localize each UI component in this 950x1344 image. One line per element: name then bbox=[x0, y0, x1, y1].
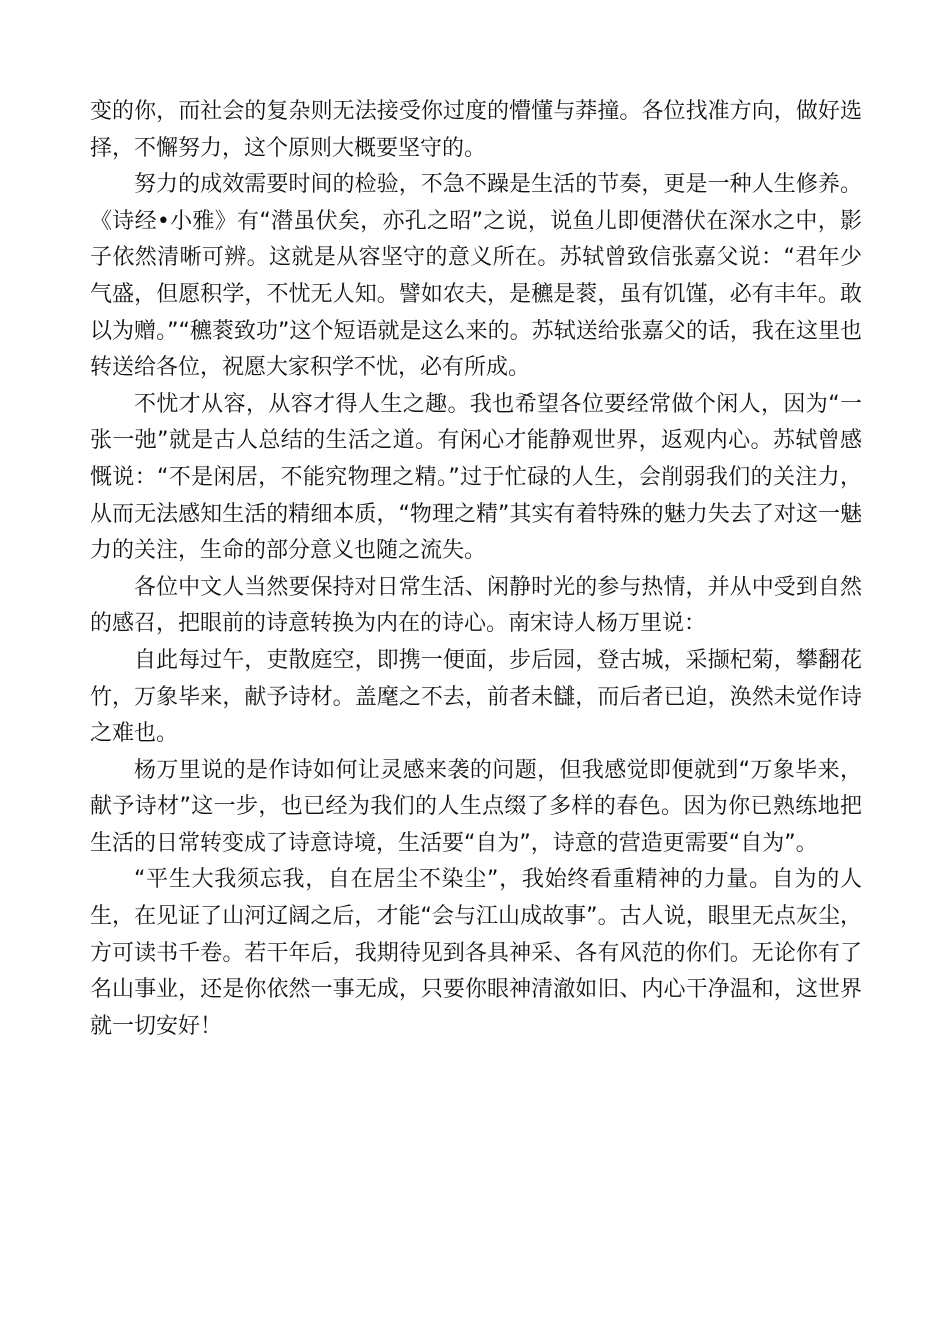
paragraph-closing: “平生大我须忘我，自在居尘不染尘”，我始终看重精神的力量。自为的人生，在见证了山河辽阔之后，才能“会与江山成故事”。古人说，眼里无点灰尘，方可读书千卷。若干年后，我期待见到各具神采、各有风范的你们。无论你有了名山事业，还是你依然一事无成，只要你眼神清澈如旧、内心干净温和，这世界就一切安好！ bbox=[90, 867, 862, 1039]
paragraph-quotation: 自此每过午，吏散庭空，即携一便面，步后园，登古城，采撷杞菊，攀翻花竹，万象毕来，献予诗材。盖麾之不去，前者未讎，而后者已迫，涣然未觉作诗之难也。 bbox=[90, 647, 862, 747]
paragraph-leisure: 不忧才从容，从容才得人生之趣。我也希望各位要经常做个闲人，因为“一张一弛”就是古人总结的生活之道。有闲心才能静观世界，返观内心。苏轼曾感慨说：“不是闲居，不能究物理之精。”过于忙碌的人生，会削弱我们的关注力，从而无法感知生活的精细本质，“物理之精”其实有着特殊的魅力失去了对这一魅力的关注，生命的部分意义也随之流失。 bbox=[90, 391, 862, 564]
paragraph-poetic-heart: 各位中文人当然要保持对日常生活、闲静时光的参与热情，并从中受到自然的感召，把眼前的诗意转换为内在的诗心。南宋诗人杨万里说： bbox=[90, 574, 862, 637]
document-body bbox=[90, 94, 862, 1045]
paragraph-effort: 努力的成效需要时间的检验，不急不躁是生活的节奏，更是一种人生修养。《诗经•小雅》有“潜虽伏矣，亦孔之昭”之说，说鱼儿即便潜伏在深水之中，影子依然清晰可辨。这就是从容坚守的意义所在。苏轼曾致信张嘉父说：“君年少气盛，但愿积学，不忧无人知。譬如农夫，是穮是蓘，虽有饥馑，必有丰年。敢以为赠。”“穮蓘致功”这个短语就是这么来的。苏轼送给张嘉父的话，我在这里也转送给各位，祝愿大家积学不忧，必有所成。 bbox=[90, 172, 862, 381]
paragraph-continuation: 变的你，而社会的复杂则无法接受你过度的懵懂与莽撞。各位找准方向，做好选择，不懈努力，这个原则大概要坚守的。 bbox=[90, 99, 862, 161]
paragraph-inspiration: 杨万里说的是作诗如何让灵感来袭的问题，但我感觉即便就到“万象毕来，献予诗材”这一步，也已经为我们的人生点缀了多样的春色。因为你已熟练地把生活的日常转变成了诗意诗境，生活要“自为”，诗意的营造更需要“自为”。 bbox=[90, 757, 862, 856]
